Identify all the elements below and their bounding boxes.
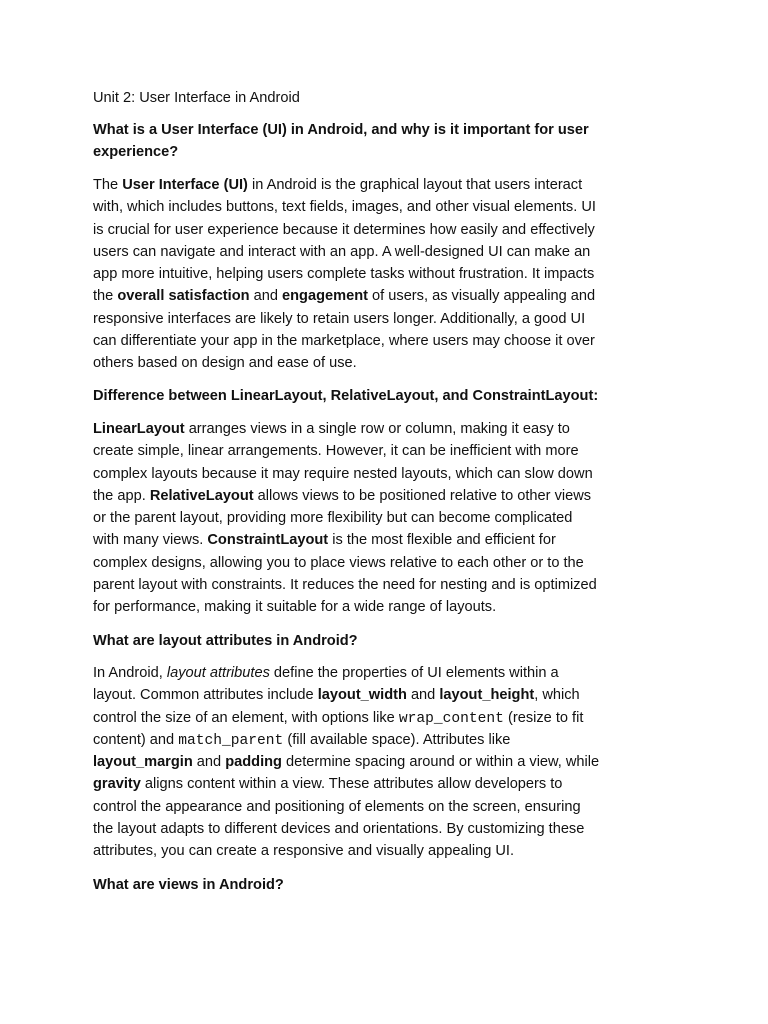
text-line [93,529,597,551]
bold-text: engagement [282,288,368,305]
text-line [93,330,596,352]
body-paragraph [93,418,597,619]
text-line [93,773,599,795]
bold-text: gravity [93,776,141,793]
text-run: control the appearance and positioning of elements on the screen, ensuring [93,798,581,815]
text-line [93,418,597,440]
text-line [93,574,597,596]
text-run: with many views. [93,532,208,549]
bold-text: User Interface (UI) [122,177,248,193]
text-line [93,840,599,862]
text-run: and [192,754,226,771]
text-line [93,174,596,196]
text-line [93,684,599,706]
text-line [93,507,597,529]
text-run: define the properties of UI elements within a [269,665,559,681]
text-run: aligns content within a view. These attributes allow developers to [140,776,563,793]
section-heading [93,119,589,164]
text-run: What are layout attributes in Android? [93,633,358,649]
text-line [93,818,599,840]
bold-text: LinearLayout [93,421,185,437]
text-line [93,219,596,241]
text-line [93,440,597,462]
text-run: with, which includes buttons, text fields, images, and other visual elements. UI [93,199,596,216]
text-line [93,87,300,109]
text-run: allows views to be positioned relative to other views [253,487,592,504]
text-run: parent layout with constraints. It reduces the need for nesting and is optimized [93,577,597,594]
code-text: wrap_content [398,710,504,727]
text-run: is crucial for user experience because it determines how easily and effectively [93,221,595,238]
text-line [93,285,596,307]
section-heading [93,385,598,407]
text-run: (fill available space). Attributes like [283,731,511,748]
text-run: or the parent layout, providing more flexibility but can become complicated [93,510,573,527]
text-line [93,385,598,407]
text-line [93,662,599,684]
document-title [93,87,300,109]
text-line [93,463,597,485]
text-run: determine spacing around or within a view, while [281,754,600,771]
text-run: Unit 2: User Interface in Android [93,90,300,106]
text-run: What are views in Android? [93,877,284,893]
body-paragraph [93,174,596,375]
bold-text: layout_width [317,687,407,704]
text-run: complex layouts because it may require nested layouts, which can slow down [93,465,593,482]
text-line [93,796,599,818]
text-run: and [249,288,283,305]
text-line [93,263,596,285]
text-line [93,119,589,141]
bold-text: ConstraintLayout [207,532,329,549]
text-run: complex designs, allowing you to place views relative to each other or to the [93,554,584,571]
text-line [93,485,597,507]
text-line [93,241,596,263]
text-run: create simple, linear arrangements. However, it can be inefficient with more [93,443,579,460]
code-text: match_parent [178,732,284,749]
text-line [93,729,599,751]
text-run: can differentiate your app in the marketplace, where users may choose it over [93,333,595,350]
text-run: layout. Common attributes include [93,687,318,704]
text-line [93,751,599,773]
text-run: and [406,687,440,704]
text-line [93,630,358,652]
text-line [93,196,596,218]
text-run: control the size of an element, with options like [93,709,399,726]
text-run: arranges views in a single row or column, making it easy to [184,421,570,437]
text-run: experience? [93,144,179,161]
text-run: app more intuitive, helping users complete tasks without frustration. It impacts [93,266,595,283]
section-heading [93,874,284,896]
text-run: What is a User Interface (UI) in Android, and why is it important for user [93,122,589,138]
italic-text: layout attributes [166,665,270,681]
body-paragraph [93,662,599,863]
text-run: in Android is the graphical layout that users interact [247,177,583,193]
text-run: content) and [93,731,179,748]
text-run: users can navigate and interact with an app. A well-designed UI can make an [93,243,591,260]
text-run: , which [534,687,580,704]
text-line [93,707,599,729]
text-run: (resize to fit [503,709,584,726]
bold-text: overall satisfaction [117,288,250,305]
text-line [93,352,596,374]
text-run: responsive interfaces are likely to retain users longer. Additionally, a good UI [93,310,586,327]
text-line [93,596,597,618]
text-run: attributes, you can create a responsive and visually appealing UI. [93,843,515,860]
text-line [93,552,597,574]
bold-text: padding [225,754,282,771]
text-run: In Android, [93,665,167,681]
section-heading [93,630,358,652]
text-run: is the most flexible and efficient for [328,532,556,549]
text-run: The [93,177,123,193]
text-run: others based on design and ease of use. [93,355,357,372]
text-run: the layout adapts to different devices and orientations. By customizing these [93,821,585,838]
text-run: the [93,288,118,305]
bold-text: layout_height [439,687,535,704]
text-line [93,874,284,896]
text-run: for performance, making it suitable for a wide range of layouts. [93,599,497,616]
bold-text: RelativeLayout [149,487,254,504]
text-run: Difference between LinearLayout, RelativeLayout, and ConstraintLayout: [93,388,599,404]
text-line [93,141,589,163]
bold-text: layout_margin [93,754,193,771]
text-line [93,308,596,330]
text-run: the app. [93,487,150,504]
text-run: of users, as visually appealing and [368,288,596,305]
